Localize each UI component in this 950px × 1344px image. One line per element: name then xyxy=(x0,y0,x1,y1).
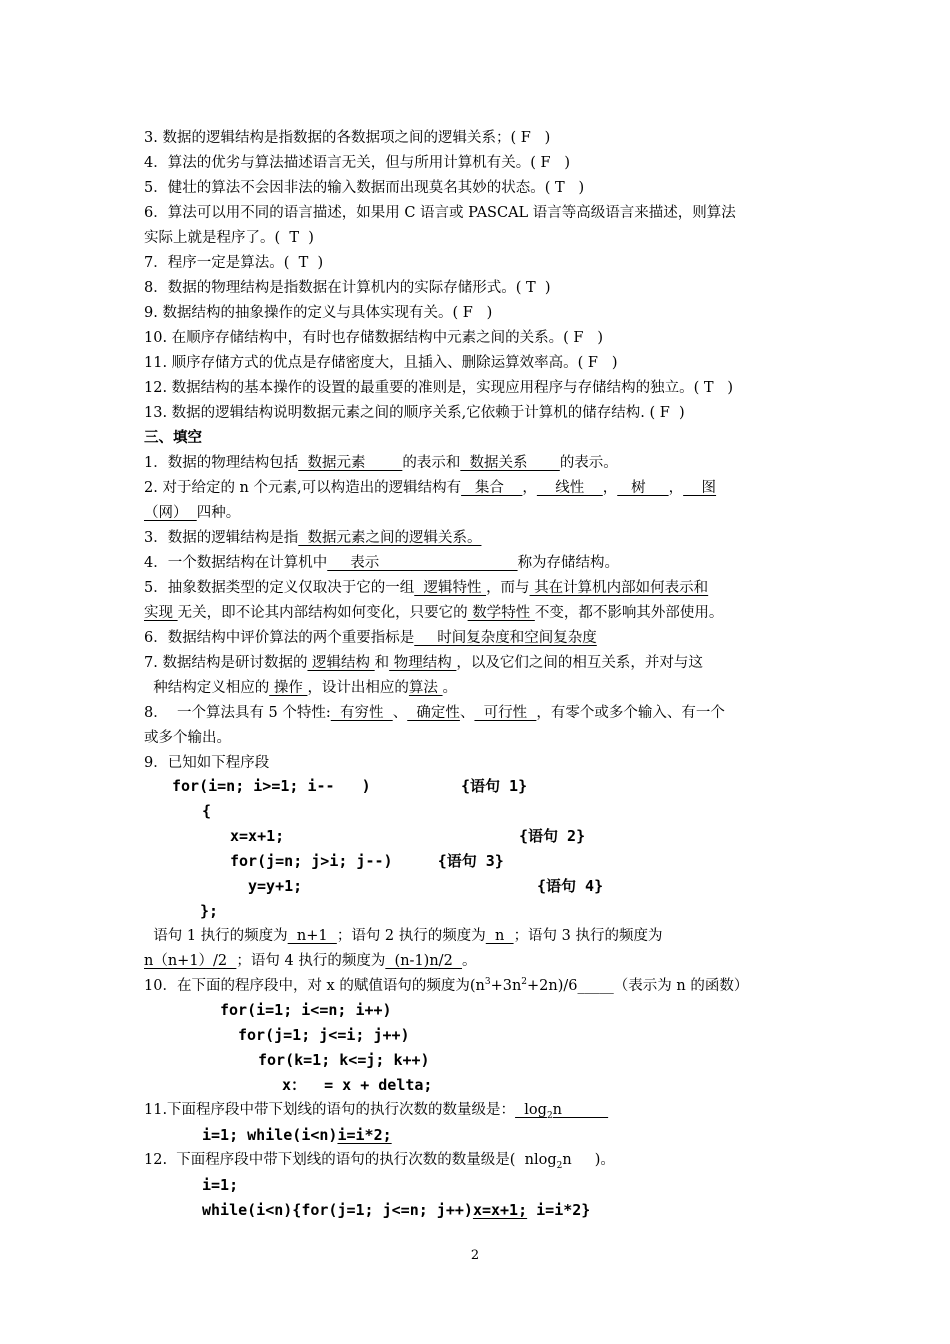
q12-code-underlined: x=x+1; xyxy=(472,1201,528,1219)
q7-blank-2: 物理结构 xyxy=(389,655,457,671)
q2-sep-3: ， xyxy=(668,480,684,496)
q5-text-2: ，而与 xyxy=(486,580,530,596)
q5-blank-3: 数学特性 xyxy=(467,605,535,621)
q7-blank-1: 逻辑结构 xyxy=(307,655,375,671)
judge-item-8: 8．数据的物理结构是指数据在计算机内的实际存储形式。( T ) xyxy=(144,280,551,296)
q6-text: 6．数据结构中评价算法的两个重要指标是 xyxy=(144,630,415,646)
q11-code xyxy=(202,1125,392,1145)
fill-q2-cont xyxy=(144,503,240,523)
q10-sup-2: 2 xyxy=(521,977,528,988)
q1-text-3: 的表示。 xyxy=(559,455,618,471)
q12-sub: 2 xyxy=(556,1160,563,1171)
fill-q9-title: 9．已知如下程序段 xyxy=(144,755,270,771)
q7-text-2: 和 xyxy=(374,655,390,671)
q8-blank-3: 可行性 xyxy=(474,705,537,721)
page-number: 2 xyxy=(470,1248,480,1263)
q11-sub: 2 xyxy=(546,1110,553,1121)
q4-text: 4．一个数据结构在计算机中 xyxy=(144,555,328,571)
q2-text-end: 四种。 xyxy=(196,505,241,521)
q9-blank-4: (n-1)n/2 xyxy=(385,953,463,969)
q9-code-line-4: for(j=n; j>i; j--) {语句 3} xyxy=(230,852,504,870)
fill-q7 xyxy=(144,653,703,673)
judge-item-7: 7．程序一定是算法。( T ) xyxy=(144,255,324,271)
q12-code-a: while(i<n){for(j=1; j<=n; j++) xyxy=(202,1201,473,1219)
q2-sep-2: ， xyxy=(602,480,618,496)
q9-code-line-1: for(i=n; i>=1; i-- ) {语句 1} xyxy=(172,777,528,795)
q9-code-line-5: y=y+1; {语句 4} xyxy=(248,877,604,895)
q8-blank-2: 确定性 xyxy=(407,705,460,721)
q1-text: 1．数据的物理结构包括 xyxy=(144,455,299,471)
q4-blank: 表示 xyxy=(327,555,518,571)
q8-blank-1: 有穷性 xyxy=(330,705,393,721)
q12-text-2: n )。 xyxy=(562,1152,615,1168)
q10-text-3: +2n)/6_____（表示为 n 的函数） xyxy=(527,978,749,994)
q2-blank-2: 线性 xyxy=(536,480,603,496)
fill-q8-cont: 或多个输出。 xyxy=(144,730,231,746)
q7-text: 7. 数据结构是研讨数据的 xyxy=(144,655,308,671)
q11-blank-log: log xyxy=(515,1102,547,1118)
judge-item-6: 6．算法可以用不同的语言描述，如果用 C 语言或 PASCAL 语言等高级语言来描述，则算法 xyxy=(144,205,736,221)
q10-code-line-2: for(j=1; j<=i; j++) xyxy=(238,1026,410,1044)
q6-blank: 时间复杂度和空间复杂度 xyxy=(414,630,597,646)
q9-code-line-3: x=x+1; {语句 2} xyxy=(230,827,586,845)
fill-q2 xyxy=(144,478,716,498)
q12-text: 12. 下面程序段中带下划线的语句的执行次数的数量级是( nlog xyxy=(144,1152,557,1168)
q10-code-line-1: for(i=1; i<=n; i++) xyxy=(220,1001,392,1019)
q10-code-line-3: for(k=1; k<=j; k++) xyxy=(258,1051,430,1069)
q9-blank-2: n xyxy=(485,928,514,944)
section-heading: 三、填空 xyxy=(144,429,202,446)
q8-sep-2: 、 xyxy=(459,705,475,721)
q7-blank-3: 操作 xyxy=(269,680,308,696)
q7-text-6: 。 xyxy=(442,680,458,696)
q2-blank-4: 图 xyxy=(683,480,717,496)
q11-text: 11.下面程序段中带下划线的语句的执行次数的数量级是： xyxy=(144,1102,516,1118)
q5-blank-2-cont: 实现 xyxy=(144,605,178,621)
q5-text-3: 无关，即不论其内部结构如何变化，只要它的 xyxy=(177,605,468,621)
fill-q5 xyxy=(144,578,708,598)
judge-item-9: 9. 数据结构的抽象操作的定义与具体实现有关。( F ) xyxy=(144,305,493,321)
q1-text-2: 的表示和 xyxy=(402,455,461,471)
q10-sup-1: 3 xyxy=(484,977,491,988)
q8-sep-1: 、 xyxy=(392,705,408,721)
q4-text-2: 称为存储结构。 xyxy=(517,555,620,571)
q9-ans-text-2: ；语句 2 执行的频度为 xyxy=(336,928,486,944)
judge-item-13: 13. 数据的逻辑结构说明数据元素之间的顺序关系,它依赖于计算机的储存结构. ( F ) xyxy=(144,405,685,421)
q1-blank-2: 数据关系 xyxy=(460,455,560,471)
q9-blank-1: n+1 xyxy=(287,928,337,944)
q3-blank: 数据元素之间的逻辑关系。 xyxy=(298,530,482,546)
fill-q12 xyxy=(144,1150,615,1170)
q5-blank-2: 其在计算机内部如何表示和 xyxy=(529,580,709,596)
q11-code-underlined: i=i*2; xyxy=(337,1126,392,1144)
q7-text-5: ，设计出相应的 xyxy=(307,680,409,696)
q2-blank-1: 集合 xyxy=(461,480,523,496)
q3-text: 3．数据的逻辑结构是指 xyxy=(144,530,299,546)
q7-text-3: ，以及它们之间的相互关系，并对与这 xyxy=(456,655,703,671)
fill-q5-cont xyxy=(144,603,723,623)
q5-blank-1: 逻辑特性 xyxy=(414,580,487,596)
q10-text-2: +3n xyxy=(490,978,522,994)
judge-item-10: 10. 在顺序存储结构中，有时也存储数据结构中元素之间的关系。( F ) xyxy=(144,330,603,346)
q7-text-4: 种结构定义相应的 xyxy=(144,680,270,696)
fill-q11 xyxy=(144,1100,608,1120)
fill-q6 xyxy=(144,628,597,648)
q5-text: 5．抽象数据类型的定义仅取决于它的一组 xyxy=(144,580,415,596)
q9-ans-text-1: 语句 1 执行的频度为 xyxy=(144,928,288,944)
q9-answer xyxy=(144,926,663,946)
q10-code-line-4: x： = x + delta; xyxy=(282,1076,433,1094)
q9-code-line-6: }; xyxy=(200,902,219,920)
judge-item-12: 12. 数据结构的基本操作的设置的最重要的准则是，实现应用程序与存储结构的独立。( T ) xyxy=(144,380,734,396)
fill-q7-cont xyxy=(144,678,457,698)
q12-code-line-1: i=1; xyxy=(202,1176,239,1194)
q1-blank-1: 数据元素 xyxy=(298,455,403,471)
q11-blank xyxy=(515,1102,609,1121)
q9-ans-text-5: 。 xyxy=(462,953,477,969)
q7-blank-4: 算法 xyxy=(408,680,443,696)
q10-text: 10．在下面的程序段中，对 x 的赋值语句的频度为(n xyxy=(144,978,485,994)
q2-text: 2. 对于给定的 n 个元素,可以构造出的逻辑结构有 xyxy=(144,480,462,496)
q2-blank-3: 树 xyxy=(617,480,669,496)
judge-item-5: 5．健壮的算法不会因非法的输入数据而出现莫名其妙的状态。( T ) xyxy=(144,180,585,196)
fill-q1 xyxy=(144,453,618,473)
q12-code-c: i=i*2} xyxy=(527,1201,591,1219)
q9-answer-cont xyxy=(144,951,477,971)
q8-text-2: ，有零个或多个输入、有一个 xyxy=(536,705,725,721)
judge-item-4: 4．算法的优劣与算法描述语言无关，但与所用计算机有关。( F ) xyxy=(144,155,571,171)
q5-text-4: 不变，都不影响其外部使用。 xyxy=(534,605,724,621)
judge-item-11: 11. 顺序存储方式的优点是存储密度大，且插入、删除运算效率高。( F ) xyxy=(144,355,618,371)
judge-item-6-cont: 实际上就是程序了。( T ) xyxy=(144,230,314,246)
q11-blank-n: n xyxy=(552,1102,609,1118)
q9-code-line-2: { xyxy=(202,802,212,820)
q12-code-line-2 xyxy=(202,1200,590,1220)
judge-item-3: 3. 数据的逻辑结构是指数据的各数据项之间的逻辑关系；( F ) xyxy=(144,130,551,146)
q9-ans-text-4: ；语句 4 执行的频度为 xyxy=(236,953,386,969)
fill-q8 xyxy=(144,703,725,723)
q2-sep-1: ， xyxy=(522,480,537,496)
fill-q3 xyxy=(144,528,481,548)
q11-code-a: i=1; while(i<n) xyxy=(202,1126,338,1144)
q2-blank-4-cont: （网） xyxy=(144,505,197,521)
q9-blank-3: n（n+1）/2 xyxy=(144,953,237,969)
fill-q10 xyxy=(144,976,748,996)
q8-text: 8． 一个算法具有 5 个特性: xyxy=(144,705,331,721)
q9-ans-text-3: ；语句 3 执行的频度为 xyxy=(513,928,663,944)
fill-q4 xyxy=(144,553,619,573)
